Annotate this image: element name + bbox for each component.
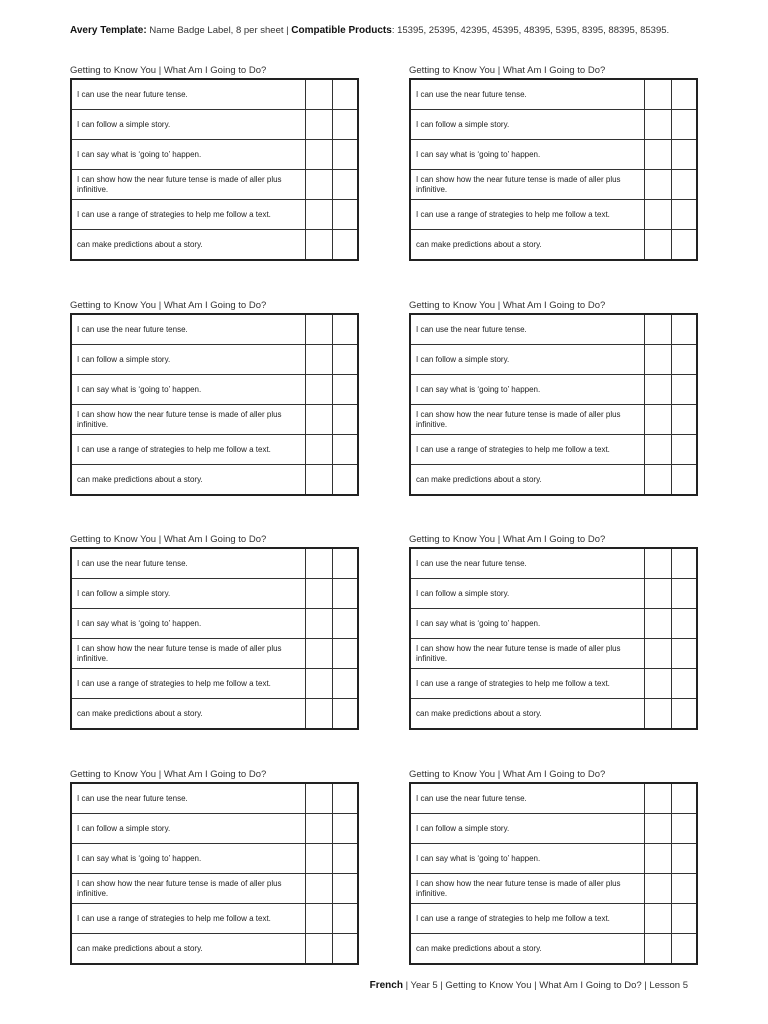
footer-subject: French	[369, 980, 403, 991]
label-title: Getting to Know You | What Am I Going to Do?	[70, 534, 267, 545]
check-box[interactable]	[333, 548, 358, 579]
check-box[interactable]	[645, 110, 672, 140]
check-box[interactable]	[672, 904, 697, 934]
label-title: Getting to Know You | What Am I Going to Do?	[70, 300, 267, 311]
check-box[interactable]	[672, 314, 697, 345]
checklist-table	[70, 78, 359, 261]
statement-text: I can follow a simple story.	[71, 814, 306, 844]
check-box[interactable]	[333, 170, 358, 200]
label-title: Getting to Know You | What Am I Going to Do?	[409, 534, 606, 545]
checklist-row	[410, 609, 697, 639]
checklist-row	[410, 844, 697, 874]
statement-text: I can show how the near future tense is made of aller plus infinitive.	[71, 874, 306, 904]
check-box[interactable]	[333, 639, 358, 669]
checklist-table	[70, 547, 359, 730]
check-box[interactable]	[306, 874, 333, 904]
check-box[interactable]	[333, 230, 358, 261]
statement-text: I can follow a simple story.	[410, 814, 645, 844]
check-box[interactable]	[333, 783, 358, 814]
statement-text: I can use a range of strategies to help me follow a text.	[410, 669, 645, 699]
statement-text: I can use a range of strategies to help me follow a text.	[71, 669, 306, 699]
check-box[interactable]	[672, 639, 697, 669]
statement-text: I can show how the near future tense is made of aller plus infinitive.	[71, 639, 306, 669]
statement-text: can make predictions about a story.	[410, 230, 645, 261]
statement-text: I can show how the near future tense is made of aller plus infinitive.	[71, 405, 306, 435]
check-box[interactable]	[672, 375, 697, 405]
check-box[interactable]	[333, 375, 358, 405]
check-box[interactable]	[645, 699, 672, 730]
statement-text: I can use the near future tense.	[410, 79, 645, 110]
check-box[interactable]	[645, 345, 672, 375]
checklist-row	[71, 110, 358, 140]
check-box[interactable]	[333, 874, 358, 904]
statement-text: I can say what is ‘going to’ happen.	[410, 140, 645, 170]
check-box[interactable]	[333, 79, 358, 110]
checklist-table	[70, 313, 359, 496]
checklist-table	[409, 782, 698, 965]
checklist-row	[410, 230, 697, 261]
checklist-row	[71, 345, 358, 375]
statement-text: I can use the near future tense.	[71, 783, 306, 814]
check-box[interactable]	[645, 435, 672, 465]
check-box[interactable]	[306, 783, 333, 814]
checklist-row	[410, 934, 697, 965]
check-box[interactable]	[333, 814, 358, 844]
statement-text: I can show how the near future tense is made of aller plus infinitive.	[410, 170, 645, 200]
compatible-value: : 15395, 25395, 42395, 45395, 48395, 5395, 8395, 88395, 85395.	[391, 25, 670, 36]
label-card	[409, 768, 698, 965]
statement-text: I can say what is ‘going to’ happen.	[71, 844, 306, 874]
checklist-row	[410, 345, 697, 375]
check-box[interactable]	[306, 375, 333, 405]
checklist-table	[409, 78, 698, 261]
check-box[interactable]	[333, 844, 358, 874]
statement-text: I can say what is ‘going to’ happen.	[410, 844, 645, 874]
check-box[interactable]	[333, 609, 358, 639]
check-box[interactable]	[333, 579, 358, 609]
checklist-row	[71, 375, 358, 405]
statement-text: I can say what is ‘going to’ happen.	[71, 375, 306, 405]
statement-text: can make predictions about a story.	[71, 699, 306, 730]
check-box[interactable]	[645, 375, 672, 405]
check-box[interactable]	[672, 200, 697, 230]
statement-text: I can use the near future tense.	[410, 314, 645, 345]
check-box[interactable]	[333, 934, 358, 965]
check-box[interactable]	[645, 548, 672, 579]
checklist-row	[410, 110, 697, 140]
checklist-table	[70, 782, 359, 965]
checklist-row	[71, 314, 358, 345]
check-box[interactable]	[645, 200, 672, 230]
checklist-table	[409, 547, 698, 730]
statement-text: I can use a range of strategies to help me follow a text.	[410, 435, 645, 465]
statement-text: I can use the near future tense.	[71, 548, 306, 579]
footer-details: | Year 5 | Getting to Know You | What Am I Going to Do? | Lesson 5	[402, 980, 688, 991]
check-box[interactable]	[645, 79, 672, 110]
checklist-row	[410, 874, 697, 904]
check-box[interactable]	[645, 465, 672, 496]
checklist-row	[410, 783, 697, 814]
checklist-row	[71, 904, 358, 934]
check-box[interactable]	[645, 405, 672, 435]
check-box[interactable]	[306, 609, 333, 639]
checklist-row	[410, 699, 697, 730]
check-box[interactable]	[306, 548, 333, 579]
checklist-row	[410, 405, 697, 435]
statement-text: I can use a range of strategies to help me follow a text.	[71, 200, 306, 230]
check-box[interactable]	[333, 314, 358, 345]
check-box[interactable]	[645, 579, 672, 609]
check-box[interactable]	[306, 669, 333, 699]
label-title: Getting to Know You | What Am I Going to Do?	[70, 769, 267, 780]
check-box[interactable]	[333, 699, 358, 730]
checklist-row	[71, 699, 358, 730]
check-box[interactable]	[306, 170, 333, 200]
checklist-row	[410, 200, 697, 230]
checklist-row	[71, 140, 358, 170]
check-box[interactable]	[333, 669, 358, 699]
checklist-row	[71, 874, 358, 904]
check-box[interactable]	[333, 405, 358, 435]
check-box[interactable]	[306, 934, 333, 965]
check-box[interactable]	[645, 230, 672, 261]
checklist-row	[71, 639, 358, 669]
check-box[interactable]	[306, 699, 333, 730]
check-box[interactable]	[672, 79, 697, 110]
checklist-row	[71, 934, 358, 965]
check-box[interactable]	[672, 405, 697, 435]
checklist-row	[410, 639, 697, 669]
statement-text: I can use a range of strategies to help me follow a text.	[410, 904, 645, 934]
checklist-row	[410, 314, 697, 345]
check-box[interactable]	[645, 814, 672, 844]
statement-text: I can use the near future tense.	[71, 314, 306, 345]
template-value: Name Badge Label, 8 per sheet |	[146, 25, 292, 36]
check-box[interactable]	[333, 200, 358, 230]
checklist-row	[410, 814, 697, 844]
check-box[interactable]	[672, 783, 697, 814]
check-box[interactable]	[645, 314, 672, 345]
label-title: Getting to Know You | What Am I Going to Do?	[409, 769, 606, 780]
check-box[interactable]	[645, 783, 672, 814]
checklist-row	[71, 609, 358, 639]
statement-text: I can say what is ‘going to’ happen.	[410, 609, 645, 639]
checklist-row	[71, 230, 358, 261]
check-box[interactable]	[306, 639, 333, 669]
check-box[interactable]	[645, 170, 672, 200]
check-box[interactable]	[672, 140, 697, 170]
check-box[interactable]	[672, 345, 697, 375]
label-card	[70, 768, 359, 965]
check-box[interactable]	[672, 579, 697, 609]
check-box[interactable]	[645, 669, 672, 699]
checklist-row	[71, 465, 358, 496]
check-box[interactable]	[645, 140, 672, 170]
statement-text: I can say what is ‘going to’ happen.	[410, 375, 645, 405]
check-box[interactable]	[306, 79, 333, 110]
check-box[interactable]	[333, 904, 358, 934]
checklist-row	[71, 579, 358, 609]
statement-text: I can use the near future tense.	[410, 783, 645, 814]
statement-text: can make predictions about a story.	[71, 465, 306, 496]
check-box[interactable]	[672, 170, 697, 200]
check-box[interactable]	[333, 345, 358, 375]
statement-text: can make predictions about a story.	[410, 699, 645, 730]
label-title: Getting to Know You | What Am I Going to Do?	[409, 65, 606, 76]
check-box[interactable]	[306, 110, 333, 140]
avery-header	[70, 25, 669, 36]
check-box[interactable]	[672, 699, 697, 730]
check-box[interactable]	[333, 110, 358, 140]
compatible-label: Compatible Products	[291, 25, 392, 36]
label-card	[70, 64, 359, 261]
check-box[interactable]	[672, 934, 697, 965]
checklist-row	[410, 435, 697, 465]
check-box[interactable]	[306, 465, 333, 496]
label-card	[70, 533, 359, 730]
check-box[interactable]	[306, 405, 333, 435]
statement-text: I can follow a simple story.	[71, 110, 306, 140]
checklist-row	[410, 465, 697, 496]
check-box[interactable]	[306, 200, 333, 230]
checklist-row	[410, 669, 697, 699]
check-box[interactable]	[306, 314, 333, 345]
checklist-row	[71, 669, 358, 699]
statement-text: can make predictions about a story.	[410, 465, 645, 496]
check-box[interactable]	[333, 465, 358, 496]
statement-text: I can use a range of strategies to help me follow a text.	[71, 904, 306, 934]
statement-text: I can show how the near future tense is made of aller plus infinitive.	[410, 405, 645, 435]
label-card	[409, 299, 698, 496]
checklist-row	[410, 170, 697, 200]
check-box[interactable]	[672, 874, 697, 904]
page-footer	[370, 980, 688, 991]
statement-text: I can use the near future tense.	[71, 79, 306, 110]
check-box[interactable]	[645, 609, 672, 639]
check-box[interactable]	[306, 844, 333, 874]
statement-text: I can follow a simple story.	[410, 110, 645, 140]
statement-text: I can show how the near future tense is made of aller plus infinitive.	[410, 639, 645, 669]
statement-text: can make predictions about a story.	[410, 934, 645, 965]
statement-text: can make predictions about a story.	[71, 230, 306, 261]
checklist-row	[71, 783, 358, 814]
label-card	[70, 299, 359, 496]
checklist-row	[71, 405, 358, 435]
statement-text: can make predictions about a story.	[71, 934, 306, 965]
statement-text: I can follow a simple story.	[71, 579, 306, 609]
check-box[interactable]	[672, 465, 697, 496]
check-box[interactable]	[306, 435, 333, 465]
check-box[interactable]	[645, 934, 672, 965]
check-box[interactable]	[333, 140, 358, 170]
check-box[interactable]	[306, 345, 333, 375]
check-box[interactable]	[306, 230, 333, 261]
check-box[interactable]	[333, 435, 358, 465]
check-box[interactable]	[672, 814, 697, 844]
checklist-row	[71, 200, 358, 230]
checklist-row	[410, 79, 697, 110]
label-card	[409, 64, 698, 261]
check-box[interactable]	[306, 814, 333, 844]
check-box[interactable]	[645, 844, 672, 874]
check-box[interactable]	[672, 548, 697, 579]
check-box[interactable]	[672, 435, 697, 465]
checklist-row	[410, 375, 697, 405]
checklist-row	[71, 435, 358, 465]
check-box[interactable]	[672, 110, 697, 140]
check-box[interactable]	[306, 904, 333, 934]
statement-text: I can show how the near future tense is made of aller plus infinitive.	[71, 170, 306, 200]
statement-text: I can use a range of strategies to help me follow a text.	[71, 435, 306, 465]
check-box[interactable]	[672, 609, 697, 639]
checklist-row	[71, 814, 358, 844]
checklist-row	[71, 170, 358, 200]
check-box[interactable]	[645, 639, 672, 669]
check-box[interactable]	[672, 844, 697, 874]
statement-text: I can say what is ‘going to’ happen.	[71, 609, 306, 639]
checklist-row	[410, 548, 697, 579]
check-box[interactable]	[672, 669, 697, 699]
checklist-row	[410, 579, 697, 609]
label-title: Getting to Know You | What Am I Going to Do?	[409, 300, 606, 311]
check-box[interactable]	[306, 579, 333, 609]
statement-text: I can show how the near future tense is made of aller plus infinitive.	[410, 874, 645, 904]
checklist-row	[71, 548, 358, 579]
checklist-row	[410, 140, 697, 170]
checklist-table	[409, 313, 698, 496]
label-card	[409, 533, 698, 730]
check-box[interactable]	[645, 874, 672, 904]
statement-text: I can say what is ‘going to’ happen.	[71, 140, 306, 170]
checklist-row	[410, 904, 697, 934]
check-box[interactable]	[672, 230, 697, 261]
statement-text: I can follow a simple story.	[410, 579, 645, 609]
statement-text: I can use a range of strategies to help me follow a text.	[410, 200, 645, 230]
template-label: Avery Template:	[70, 25, 147, 36]
statement-text: I can follow a simple story.	[410, 345, 645, 375]
check-box[interactable]	[306, 140, 333, 170]
checklist-row	[71, 79, 358, 110]
statement-text: I can follow a simple story.	[71, 345, 306, 375]
checklist-row	[71, 844, 358, 874]
label-title: Getting to Know You | What Am I Going to Do?	[70, 65, 267, 76]
statement-text: I can use the near future tense.	[410, 548, 645, 579]
check-box[interactable]	[645, 904, 672, 934]
